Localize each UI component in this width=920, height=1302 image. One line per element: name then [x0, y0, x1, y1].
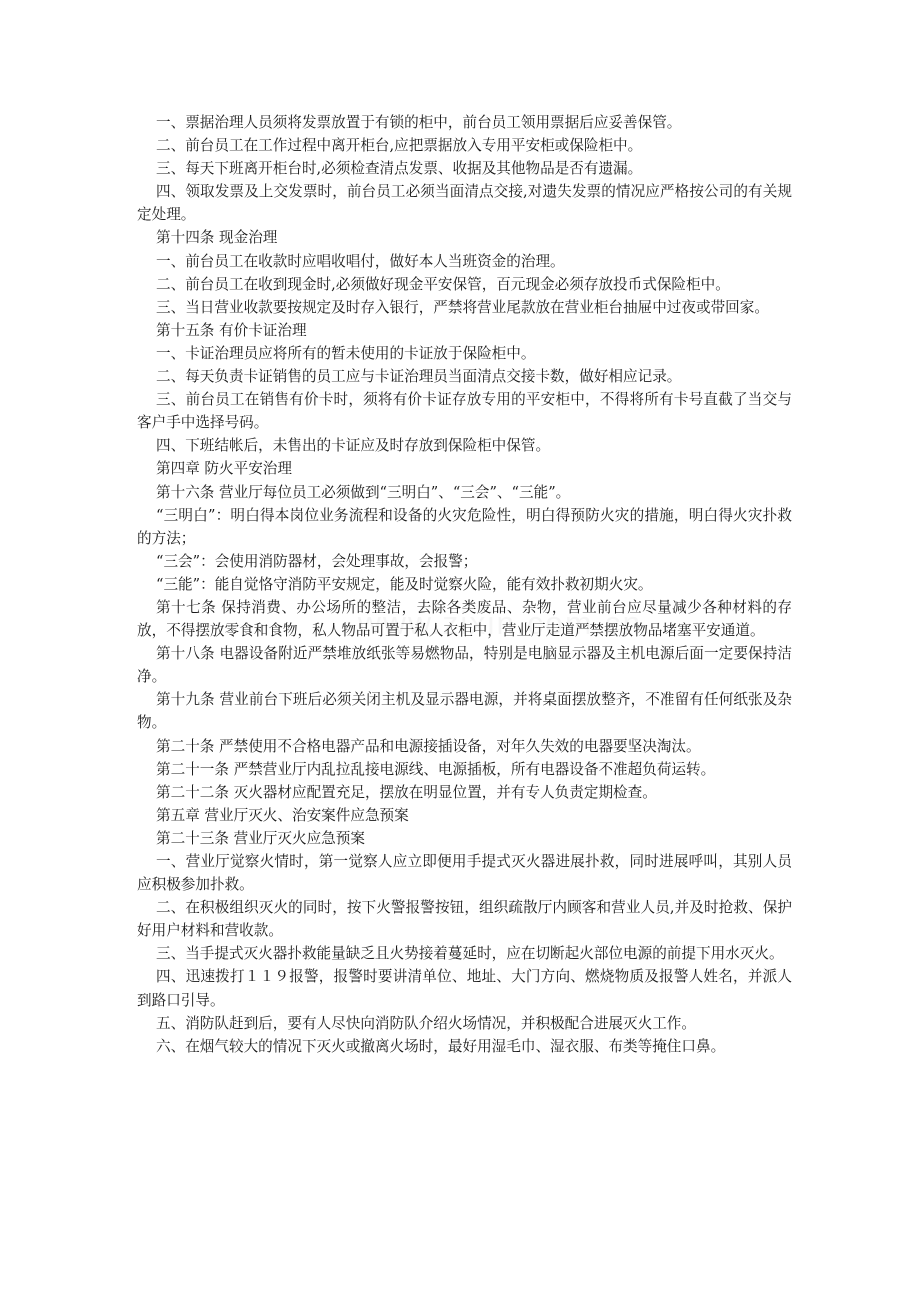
chapter-heading: 第五章 营业厅灭火、治安案件应急预案: [156, 806, 409, 824]
article-paragraph: 第二十二条 灭火器材应配置充足，摆放在明显位置，并有专人负责定期检查。: [156, 783, 657, 801]
paragraph: 一、卡证治理员应将所有的暂未使用的卡证放于保险柜中。: [156, 344, 536, 362]
document-body: [137, 111, 792, 1058]
article-paragraph: 第二十一条 严禁营业厅内乱拉乱接电源线、电源插板，所有电器设备不准超负荷运转。: [156, 760, 716, 778]
paragraph: 三、每天下班离开柜台时,必须检查清点发票、收据及其他物品是否有遗漏。: [156, 160, 643, 178]
article-heading: 第二十三条 营业厅灭火应急预案: [156, 829, 365, 847]
article-paragraph: 第十七条 保持消费、办公场所的整洁，去除各类废品、杂物，营业前台应尽量减少各种材料的存放，不得摆放零食和食物，私人物品可置于私人衣柜中，营业厅走道严禁摆放物品堵塞平安通道。: [137, 598, 792, 640]
paragraph: “三能”：能自觉恪守消防平安规定，能及时觉察火险，能有效扑救初期火灾。: [156, 575, 653, 593]
paragraph: “三明白”：明白得本岗位业务流程和设备的火灾危险性，明白得预防火灾的措施，明白得火灾扑救的方法；: [137, 506, 792, 547]
chapter-heading: 第四章 防火平安治理: [156, 460, 292, 478]
paragraph: 二、前台员工在收到现金时,必须做好现金平安保管，百元现金必须存放投币式保险柜中。: [156, 275, 730, 293]
paragraph: 一、营业厅觉察火情时，第一觉察人应立即便用手提式灭火器进展扑救，同时进展呼叫，其别人员应积极参加扑救。: [137, 853, 792, 894]
paragraph: 二、在积极组织灭火的同时，按下火警报警按钮，组织疏散厅内顾客和营业人员,并及时抢救、保护好用户材料和营收款。: [137, 899, 792, 940]
paragraph: 一、票据治理人员须将发票放置于有锁的柜中，前台员工领用票据后应妥善保管。: [156, 114, 682, 131]
paragraph: “三会”：会使用消防器材，会处理事故，会报警；: [156, 552, 478, 570]
paragraph: 四、领取发票及上交发票时，前台员工必须当面清点交接,对遗失发票的情况应严格按公司的有关规定处理。: [137, 183, 792, 224]
paragraph: 三、当日营业收款要按规定及时存入银行，严禁将营业尾款放在营业柜台抽屉中过夜或带回家。: [156, 298, 769, 316]
paragraph: 二、前台员工在工作过程中离开柜台,应把票据放入专用平安柜或保险柜中。: [156, 137, 643, 155]
article-paragraph: 第十六条 营业厅每位员工必须做到“三明白”、“三会”、“三能”。: [156, 483, 571, 501]
article-paragraph: 第二十条 严禁使用不合格电器产品和电源接插设备，对年久失效的电器要坚决淘汰。: [156, 737, 701, 755]
paragraph: 四、迅速拨打１１９报警，报警时要讲清单位、地址、大门方向、燃烧物质及报警人姓名，并派人到路口引导。: [137, 968, 792, 1009]
article-paragraph: 第十八条 电器设备附近严禁堆放纸张等易燃物品，特别是电脑显示器及主机电源后面一定要保持洁净。: [137, 645, 792, 686]
paragraph: 六、在烟气较大的情况下灭火或撤离火场时，最好用湿毛巾、湿衣服、布类等掩住口鼻。: [156, 1037, 726, 1055]
paragraph: 四、下班结帐后，未售出的卡证应及时存放到保险柜中保管。: [156, 437, 551, 455]
article-paragraph: 第十九条 营业前台下班后必须关闭主机及显示器电源，并将桌面摆放整齐，不准留有任何纸张及杂物。: [137, 691, 792, 732]
article-heading: 第十四条 现金治理: [156, 229, 278, 247]
article-heading: 第十五条 有价卡证治理: [156, 321, 307, 339]
paragraph: 五、消防队赶到后，要有人尽快向消防队介绍火场情况，并积极配合进展灭火工作。: [156, 1014, 696, 1032]
paragraph: 三、当手提式灭火器扑救能量缺乏且火势接着蔓延时，应在切断起火部位电源的前提下用水灭火。: [156, 945, 784, 963]
paragraph: 一、前台员工在收款时应唱收唱付，做好本人当班资金的治理。: [156, 252, 565, 270]
paragraph: 三、前台员工在销售有价卡时，须将有价卡证存放专用的平安柜中，不得将所有卡号直截了当交与客户手中选择号码。: [137, 391, 792, 432]
paragraph: 二、每天负责卡证销售的员工应与卡证治理员当面清点交接卡数，做好相应记录。: [156, 368, 682, 386]
